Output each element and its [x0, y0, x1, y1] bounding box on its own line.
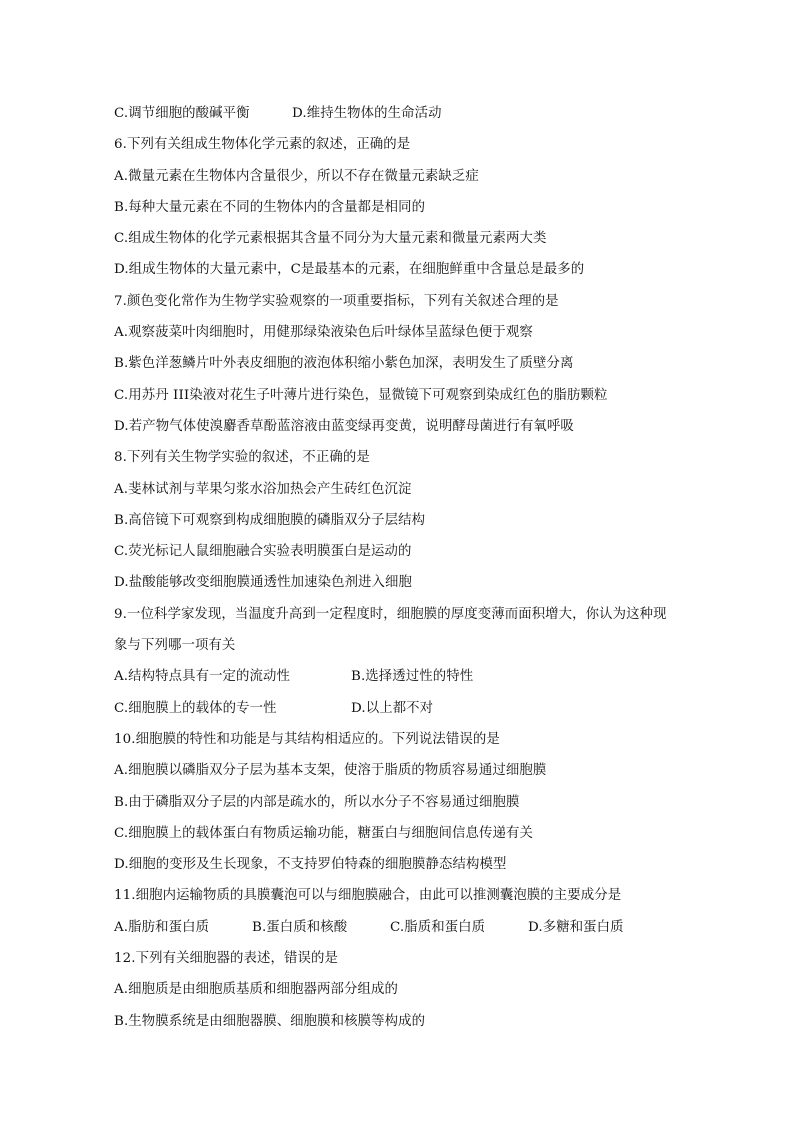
q11-option-c: C.脂质和蛋白质 — [390, 919, 486, 935]
q10-option-a: A.细胞膜以磷脂双分子层为基本支架，使溶于脂质的物质容易通过细胞膜 — [114, 763, 547, 779]
q7-option-b: B.紫色洋葱鳞片叶外表皮细胞的液泡体积缩小紫色加深，表明发生了质壁分离 — [114, 356, 574, 372]
q9-option-a: A.结构特点具有一定的流动性 — [114, 669, 291, 685]
q9-option-d: D.以上都不对 — [351, 700, 434, 716]
q9-stem-line-2: 象与下列哪一项有关 — [114, 638, 236, 654]
q8-option-c: C.荧光标记人鼠细胞融合实验表明膜蛋白是运动的 — [114, 544, 412, 560]
q11-option-d: D.多糖和蛋白质 — [528, 919, 624, 935]
q5-option-d: D.维持生物体的生命活动 — [292, 106, 442, 121]
q10-option-b: B.由于磷脂双分子层的内部是疏水的，所以水分子不容易通过细胞膜 — [114, 794, 520, 810]
q9-options-row-2 — [114, 693, 694, 724]
q5-options-row — [114, 98, 694, 129]
q9-stem-line-1: 9.一位科学家发现，当温度升高到一定程度时，细胞膜的厚度变薄而面积增大，你认为这种现 — [114, 606, 667, 622]
q9-options-row-1 — [114, 661, 694, 692]
q11-option-a: A.脂肪和蛋白质 — [114, 919, 210, 935]
q8-option-d: D.盐酸能够改变细胞膜通透性加速染色剂进入细胞 — [114, 575, 413, 591]
q9-option-b: B.选择透过性的特性 — [351, 669, 474, 685]
q6-option-d: D.组成生物体的大量元素中，C是最基本的元素，在细胞鲜重中含量总是最多的 — [114, 262, 585, 278]
q8-option-a: A.斐林试剂与苹果匀浆水浴加热会产生砖红色沉淀 — [114, 481, 412, 497]
q10-option-d: D.细胞的变形及生长现象，不支持罗伯特森的细胞膜静态结构模型 — [114, 857, 507, 873]
q6-stem: 6.下列有关组成生物体化学元素的叙述，正确的是 — [114, 137, 411, 153]
q12-option-a: A.细胞质是由细胞质基质和细胞器两部分组成的 — [114, 982, 398, 998]
q6-option-b: B.每种大量元素在不同的生物体内的含量都是相同的 — [114, 199, 426, 215]
q7-option-c: C.用苏丹 III染液对花生子叶薄片进行染色，显微镜下可观察到染成红色的脂肪颗粒 — [114, 387, 608, 403]
q6-option-a: A.微量元素在生物体内含量很少，所以不存在微量元素缺乏症 — [114, 168, 479, 184]
q12-stem: 12.下列有关细胞器的表述，错误的是 — [114, 951, 338, 967]
q10-option-c: C.细胞膜上的载体蛋白有物质运输功能，糖蛋白与细胞间信息传递有关 — [114, 825, 533, 841]
q9-option-c: C.细胞膜上的载体的专一性 — [114, 700, 277, 716]
q6-option-c: C.组成生物体的化学元素根据其含量不同分为大量元素和微量元素两大类 — [114, 231, 547, 247]
q10-stem: 10.细胞膜的特性和功能是与其结构相适应的。下列说法错误的是 — [114, 731, 500, 747]
q11-option-b: B.蛋白质和核酸 — [252, 919, 348, 935]
q7-option-a: A.观察菠菜叶肉细胞时，用健那绿染液染色后叶绿体呈蓝绿色便于观察 — [114, 325, 533, 341]
q7-option-d: D.若产物气体使溴麝香草酚蓝溶液由蓝变绿再变黄，说明酵母菌进行有氧呼吸 — [114, 418, 574, 434]
q11-options-row — [114, 912, 694, 943]
q8-stem: 8.下列有关生物学实验的叙述，不正确的是 — [114, 450, 370, 466]
q11-stem: 11.细胞内运输物质的具膜囊泡可以与细胞膜融合，由此可以推测囊泡膜的主要成分是 — [114, 888, 622, 904]
q7-stem: 7.颜色变化常作为生物学实验观察的一项重要指标，下列有关叙述合理的是 — [114, 293, 559, 309]
q12-option-b: B.生物膜系统是由细胞器膜、细胞膜和核膜等构成的 — [114, 1013, 426, 1029]
q5-option-c: C.调节细胞的酸碱平衡 — [114, 106, 250, 121]
q8-option-b: B.高倍镜下可观察到构成细胞膜的磷脂双分子层结构 — [114, 512, 426, 528]
question-list — [114, 98, 694, 1037]
